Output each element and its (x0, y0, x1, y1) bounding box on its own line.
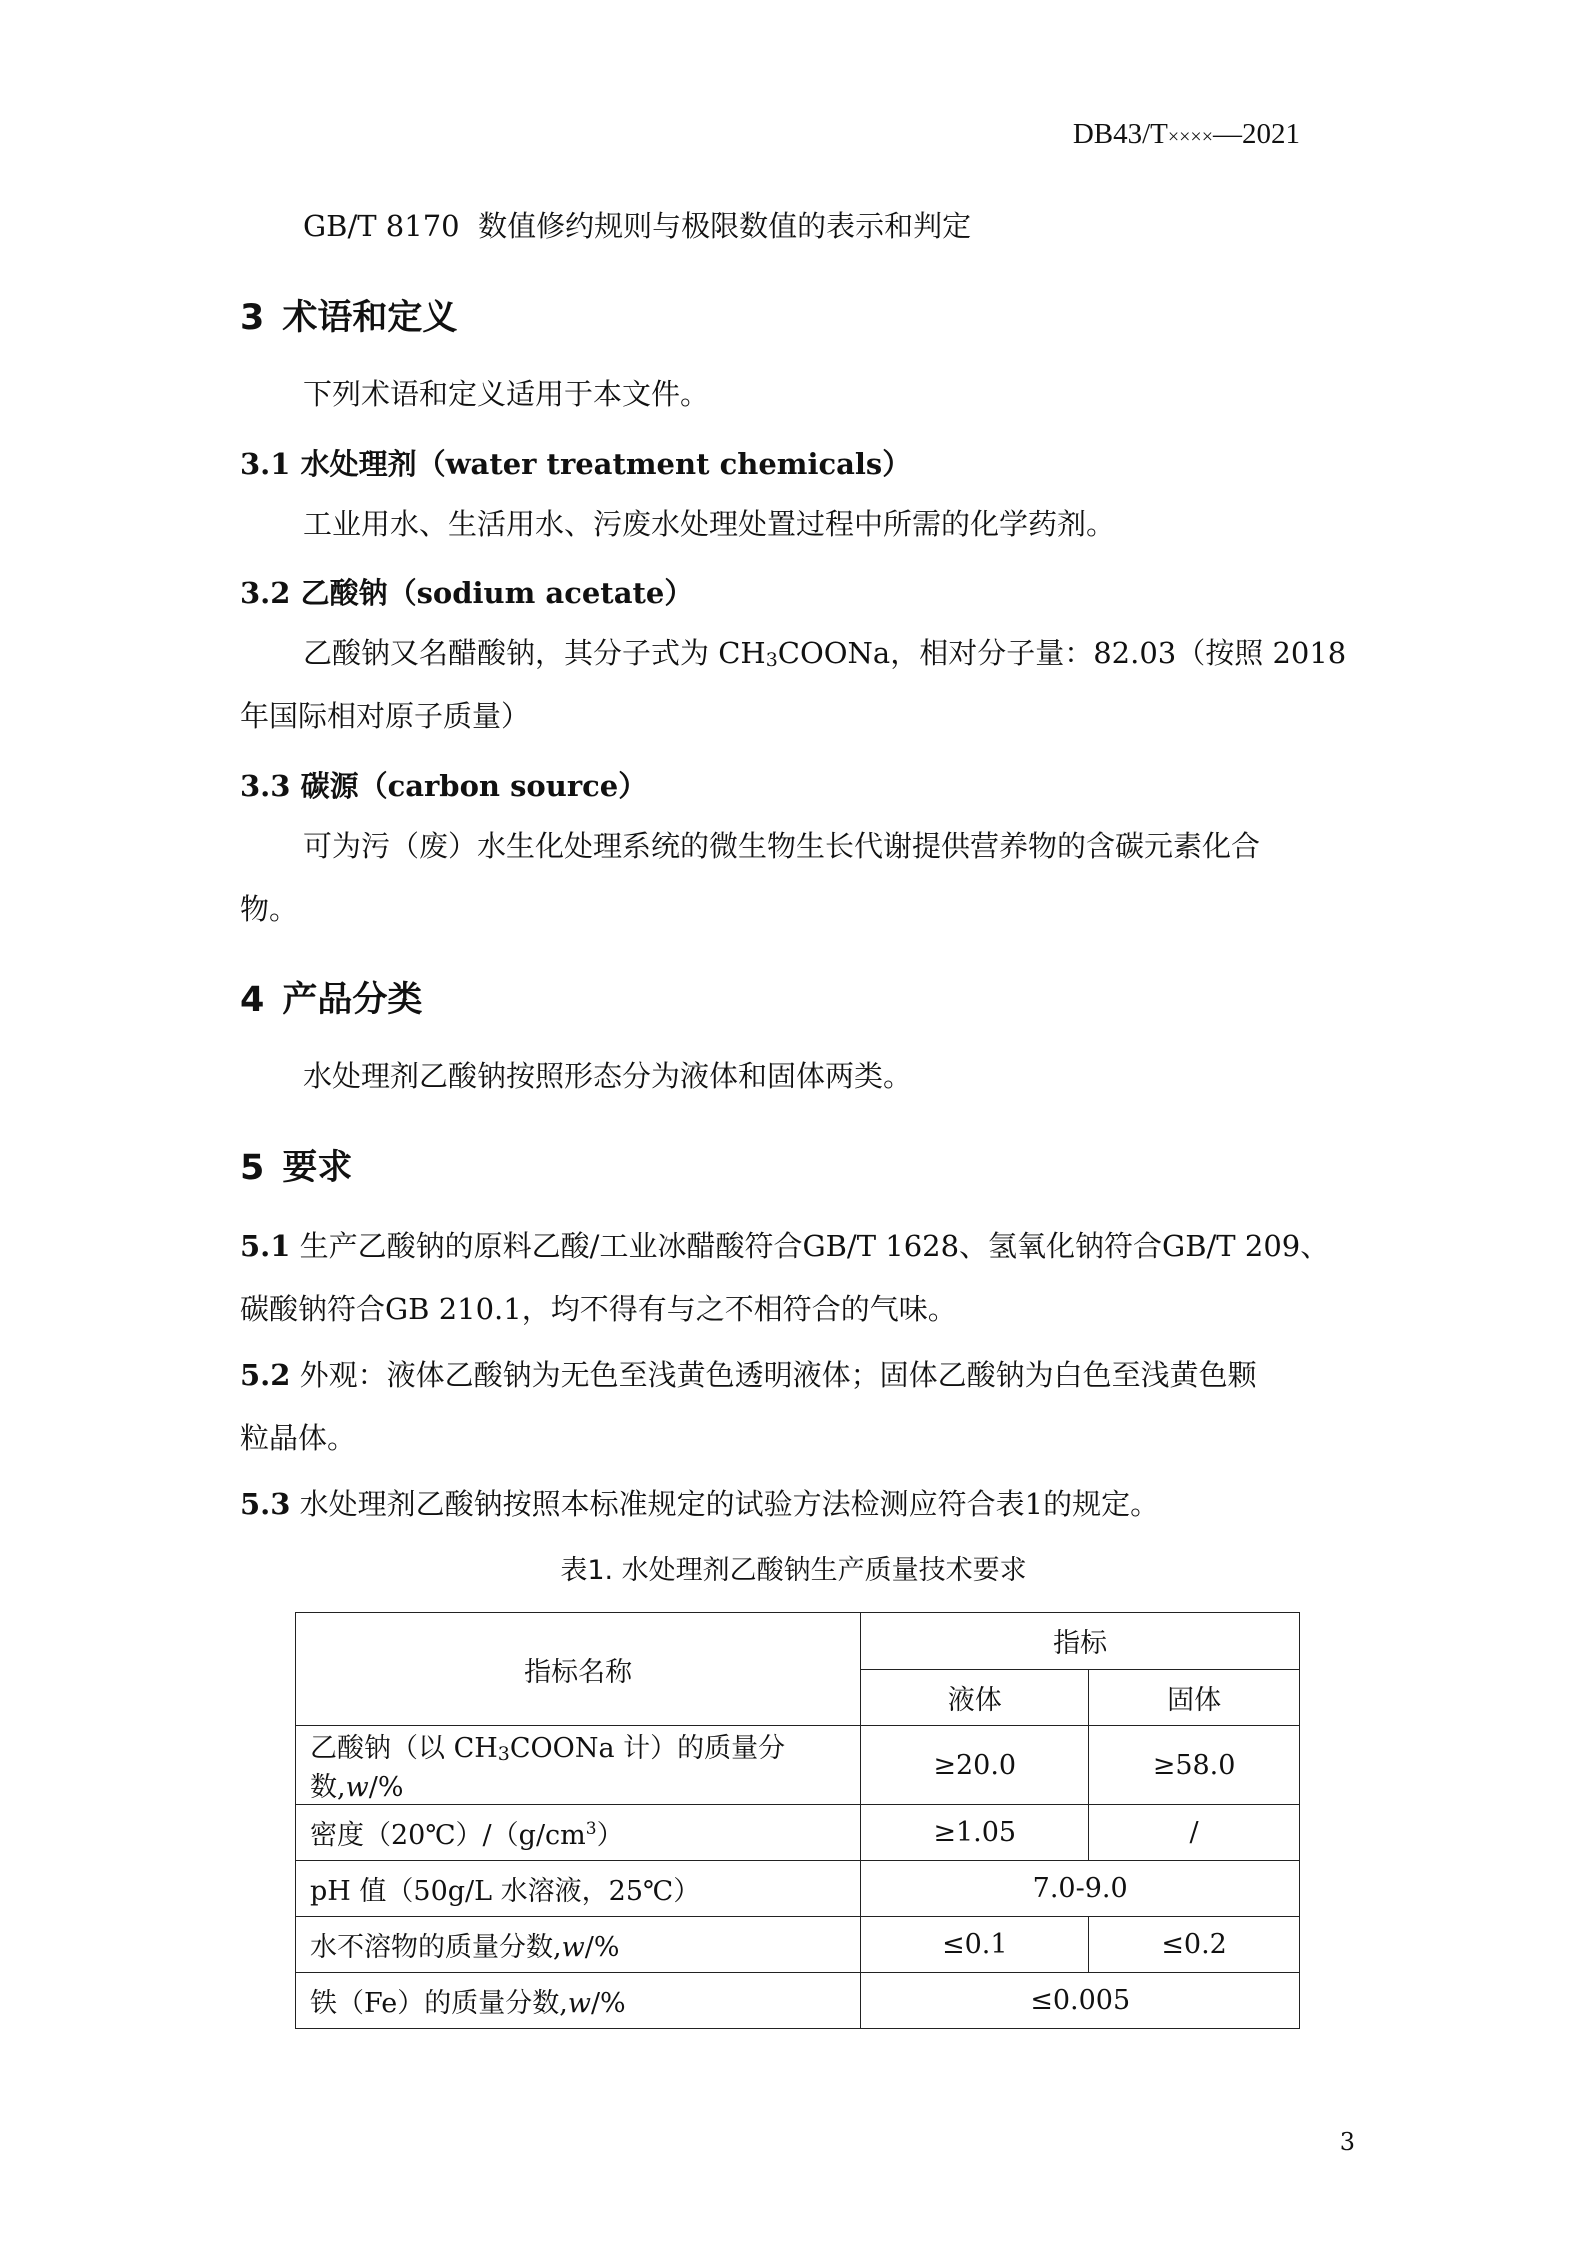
header-indicator: 指标 (861, 1613, 1300, 1670)
term-3-1-definition: 工业用水、生活用水、污废水处理处置过程中所需的化学药剂。 (303, 507, 1116, 541)
table-row (296, 1917, 1300, 1973)
reference-code: GB/T 8170 (303, 209, 460, 243)
table-caption: 表1. 水处理剂乙酸钠生产质量技术要求 (560, 1555, 1027, 1586)
section-3-title: 术语和定义 (282, 298, 458, 338)
term-3-2-en: （sodium acetate） (387, 576, 694, 610)
section-5-number: 5 (240, 1148, 265, 1188)
header-placeholder: ×××× (1167, 126, 1213, 148)
section-5-heading (240, 1140, 352, 1190)
section-4-body: 水处理剂乙酸钠按照形态分为液体和固体两类。 (303, 1059, 913, 1093)
term-3-3-definition: 可为污（废）水生化处理系统的微生物生长代谢提供营养物的含碳元素化合 (303, 829, 1261, 863)
header-liquid: 液体 (861, 1669, 1089, 1726)
section-3-number: 3 (240, 298, 265, 338)
row-solid-value: ≤0.2 (1089, 1917, 1300, 1973)
header-indicator-name: 指标名称 (296, 1613, 861, 1726)
item-5-3: 5.3 水处理剂乙酸钠按照本标准规定的试验方法检测应符合表1的规定。 (240, 1487, 1160, 1521)
table-row (296, 1726, 1300, 1805)
row-liquid-value: ≤0.1 (861, 1917, 1089, 1973)
table-row (296, 1805, 1300, 1861)
item-5-2: 5.2 外观：液体乙酸钠为无色至浅黄色透明液体；固体乙酸钠为白色至浅黄色颗 (240, 1358, 1257, 1392)
term-3-2-number: 3.2 (240, 576, 291, 610)
term-3-1-heading (240, 442, 911, 483)
document-header (1073, 118, 1300, 151)
row-solid-value: / (1089, 1805, 1300, 1861)
row-merged-value: ≤0.005 (861, 1973, 1300, 2029)
section-3-intro: 下列术语和定义适用于本文件。 (303, 377, 710, 411)
item-5-2-number: 5.2 (240, 1358, 291, 1392)
table-header-row (296, 1613, 1300, 1670)
row-name: 密度$(20℃)/(g/cm^3)$ (296, 1805, 861, 1861)
term-3-3-heading (240, 764, 647, 805)
row-liquid-value: ≥1.05 (861, 1805, 1089, 1861)
term-3-1-cn: 水处理剂 (300, 447, 417, 481)
term-3-1-number: 3.1 (240, 447, 291, 481)
section-4-title: 产品分类 (282, 980, 423, 1020)
term-3-2-heading (240, 571, 693, 612)
row-name: 水不溶物的质量分数,w/% (296, 1917, 861, 1973)
term-3-3-number: 3.3 (240, 769, 291, 803)
header-solid: 固体 (1089, 1669, 1300, 1726)
row-solid-value: ≥58.0 (1089, 1726, 1300, 1805)
item-5-1-cont: 碳酸钠符合GB 210.1，均不得有与之不相符合的气味。 (240, 1292, 957, 1326)
item-5-1: 5.1 生产乙酸钠的原料乙酸/工业冰醋酸符合GB/T 1628、氢氧化钠符合GB/T 209、 (240, 1229, 1330, 1263)
term-3-3-en: （carbon source） (358, 769, 648, 803)
row-name: 铁（Fe）的质量分数,w/% (296, 1973, 861, 2029)
row-merged-value: 7.0-9.0 (861, 1861, 1300, 1917)
row-name: 乙酸钠（以 $CH_3COONa$ 计）的质量分数,w/% (296, 1726, 861, 1805)
header-suffix: —2021 (1213, 118, 1300, 150)
item-5-3-number: 5.3 (240, 1487, 291, 1521)
term-3-2-definition-cont: 年国际相对原子质量） (240, 699, 531, 733)
reference-title: 数值修约规则与极限数值的表示和判定 (478, 209, 972, 243)
term-3-3-definition-cont: 物。 (240, 892, 299, 926)
table-row (296, 1861, 1300, 1917)
page-number: 3 (1339, 2128, 1355, 2156)
section-4-number: 4 (240, 980, 265, 1020)
section-5-title: 要求 (282, 1148, 353, 1188)
row-liquid-value: ≥20.0 (861, 1726, 1089, 1805)
term-3-1-en: （water treatment chemicals） (416, 447, 912, 481)
quality-requirements-table (295, 1612, 1300, 2029)
table-row (296, 1973, 1300, 2029)
section-3-heading (240, 290, 457, 340)
row-name: pH 值（50g/L 水溶液，25℃） (296, 1861, 861, 1917)
item-5-2-cont: 粒晶体。 (240, 1421, 357, 1455)
term-3-2-cn: 乙酸钠 (300, 576, 388, 610)
term-3-2-definition: 乙酸钠又名醋酸钠，其分子式为 $CH_3COONa$，相对分子量：82.03（按照 2018 (303, 636, 1347, 671)
term-3-3-cn: 碳源 (300, 769, 359, 803)
item-5-1-number: 5.1 (240, 1229, 291, 1263)
header-prefix: DB43/T (1072, 118, 1168, 150)
section-4-heading (240, 972, 422, 1022)
reference-line (303, 195, 971, 257)
